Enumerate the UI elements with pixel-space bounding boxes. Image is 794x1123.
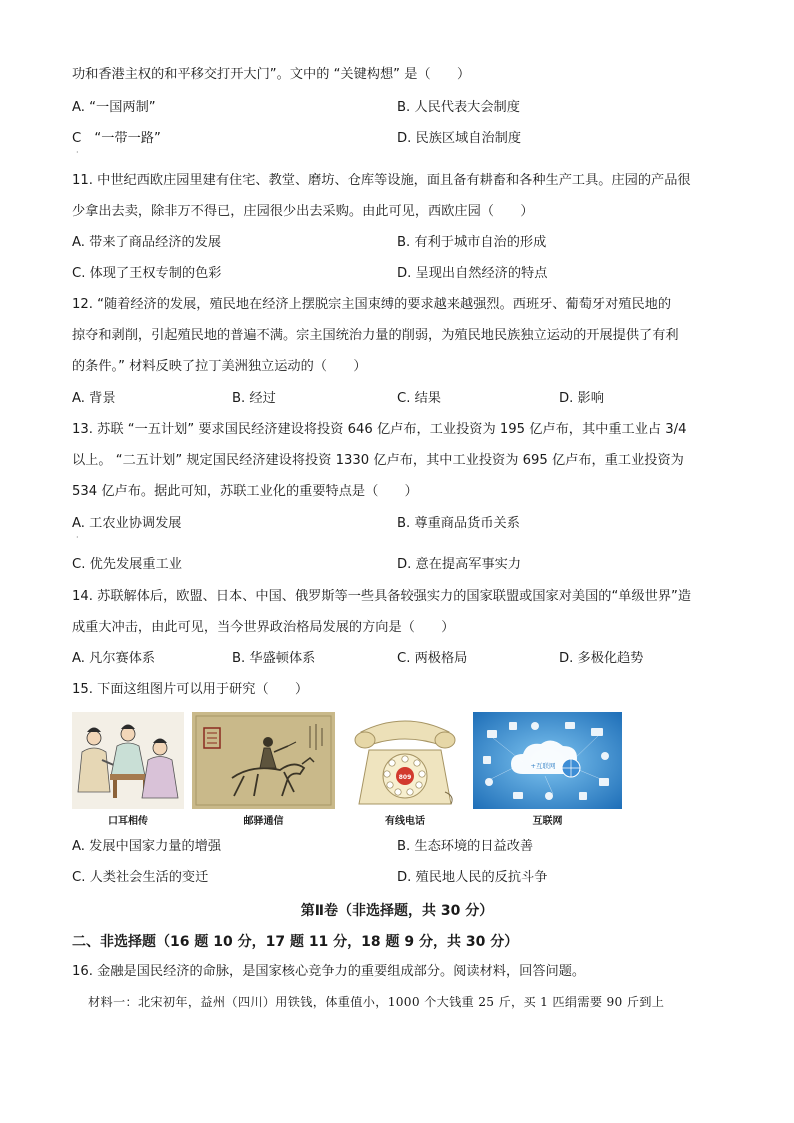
q12-stem-line-3: 的条件。” 材料反映了拉丁美洲独立运动的（ ）	[72, 359, 367, 374]
q10-option-a: A. “一国两制”	[72, 100, 156, 115]
q13-stem-line-3: 534 亿卢布。据此可知，苏联工业化的重要特点是（ ）	[72, 484, 418, 499]
part2-title: 第Ⅱ卷（非选择题，共 30 分）	[300, 903, 494, 919]
q16-stem: 16. 金融是国民经济的命脉，是国家核心竞争力的重要组成部分。阅读材料，回答问题。	[72, 964, 586, 979]
q12-option-a: A. 背景	[72, 391, 116, 406]
q13-option-a: A. 工农业协调发展	[72, 516, 182, 531]
q11-stem-line-2: 少拿出去卖，除非万不得已，庄园很少出去采购。由此可见，西欧庄园（ ）	[72, 204, 534, 219]
q13-stem-line-1: 13. 苏联 “一五计划” 要求国民经济建设将投资 646 亿卢布，工业投资为 195 亿卢布，其中重工业占 3/4	[72, 422, 687, 437]
figure-word-of-mouth	[72, 712, 184, 809]
internet-cloud-label: +互联网	[530, 762, 556, 770]
q13-stem-line-2: 以上。 “二五计划” 规定国民经济建设将投资 1330 亿卢布，其中工业投资为 695 亿卢布，重工业投资为	[72, 453, 684, 468]
q11-option-b: B. 有利于城市自治的形成	[397, 235, 547, 250]
figure-courier-horse	[192, 712, 335, 809]
stray-dot: ·	[76, 148, 79, 157]
figure-internet	[473, 712, 622, 809]
q15-stem: 15. 下面这组图片可以用于研究（ ）	[72, 682, 309, 697]
q14-stem-line-1: 14. 苏联解体后，欧盟、日本、中国、俄罗斯等一些具备较强实力的国家联盟或国家对美国的“单级世界”造	[72, 589, 692, 604]
caption-word-of-mouth: 口耳相传	[108, 816, 148, 827]
caption-internet: 互联网	[532, 816, 563, 827]
q13-option-d: D. 意在提高军事实力	[397, 557, 522, 572]
q10-option-d: D. 民族区域自治制度	[397, 131, 522, 146]
q12-stem-line-2: 掠夺和剥削，引起殖民地的普遍不满。宗主国统治力量的削弱，为殖民地民族独立运动的开展提供了有利	[72, 328, 679, 343]
q15-option-b: B. 生态环境的日益改善	[397, 839, 534, 854]
q13-option-b: B. 尊重商品货币关系	[397, 516, 520, 531]
q12-option-c: C. 结果	[397, 391, 441, 406]
caption-rotary-phone: 有线电话	[385, 816, 425, 827]
q12-option-d: D. 影响	[559, 391, 604, 406]
q10-option-c: C “一带一路”	[72, 131, 161, 146]
part2-heading: 二、非选择题（16 题 10 分，17 题 11 分，18 题 9 分，共 30 分）	[72, 934, 519, 950]
q11-option-a: A. 带来了商品经济的发展	[72, 235, 222, 250]
q14-option-a: A. 凡尔赛体系	[72, 651, 156, 666]
q14-option-d: D. 多极化趋势	[559, 651, 644, 666]
q16-material-1: 材料一：北宋初年，益州（四川）用铁钱，体重值小，1000 个大钱重 25 斤，买 1 匹绢需要 90 斤到上	[88, 995, 665, 1009]
q11-stem-line-1: 11. 中世纪西欧庄园里建有住宅、教堂、磨坊、仓库等设施，面且备有耕畜和各种生产工具。庄园的产品很	[72, 173, 691, 188]
stray-dot: ·	[76, 533, 79, 542]
q12-option-b: B. 经过	[232, 391, 276, 406]
q11-option-d: D. 呈现出自然经济的特点	[397, 266, 548, 281]
caption-courier: 邮驿通信	[243, 816, 284, 827]
q11-option-c: C. 体现了王权专制的色彩	[72, 266, 222, 281]
q14-stem-line-2: 成重大冲击，由此可见，当今世界政治格局发展的方向是（ ）	[72, 620, 455, 635]
phone-dial-label: 809	[398, 774, 412, 781]
q10-option-b: B. 人民代表大会制度	[397, 100, 520, 115]
q15-option-d: D. 殖民地人民的反抗斗争	[397, 870, 548, 885]
q10-stem: 功和香港主权的和平移交打开大门”。文中的 “关键构想” 是（ ）	[72, 67, 471, 82]
q12-stem-line-1: 12. “随着经济的发展，殖民地在经济上摆脱宗主国束缚的要求越来越强烈。西班牙、葡萄牙对殖民地的	[72, 297, 672, 312]
q14-option-c: C. 两极格局	[397, 651, 468, 666]
q15-option-a: A. 发展中国家力量的增强	[72, 839, 222, 854]
q14-option-b: B. 华盛顿体系	[232, 651, 316, 666]
q13-option-c: C. 优先发展重工业	[72, 557, 182, 572]
figure-rotary-phone	[343, 712, 467, 809]
q15-option-c: C. 人类社会生活的变迁	[72, 870, 209, 885]
